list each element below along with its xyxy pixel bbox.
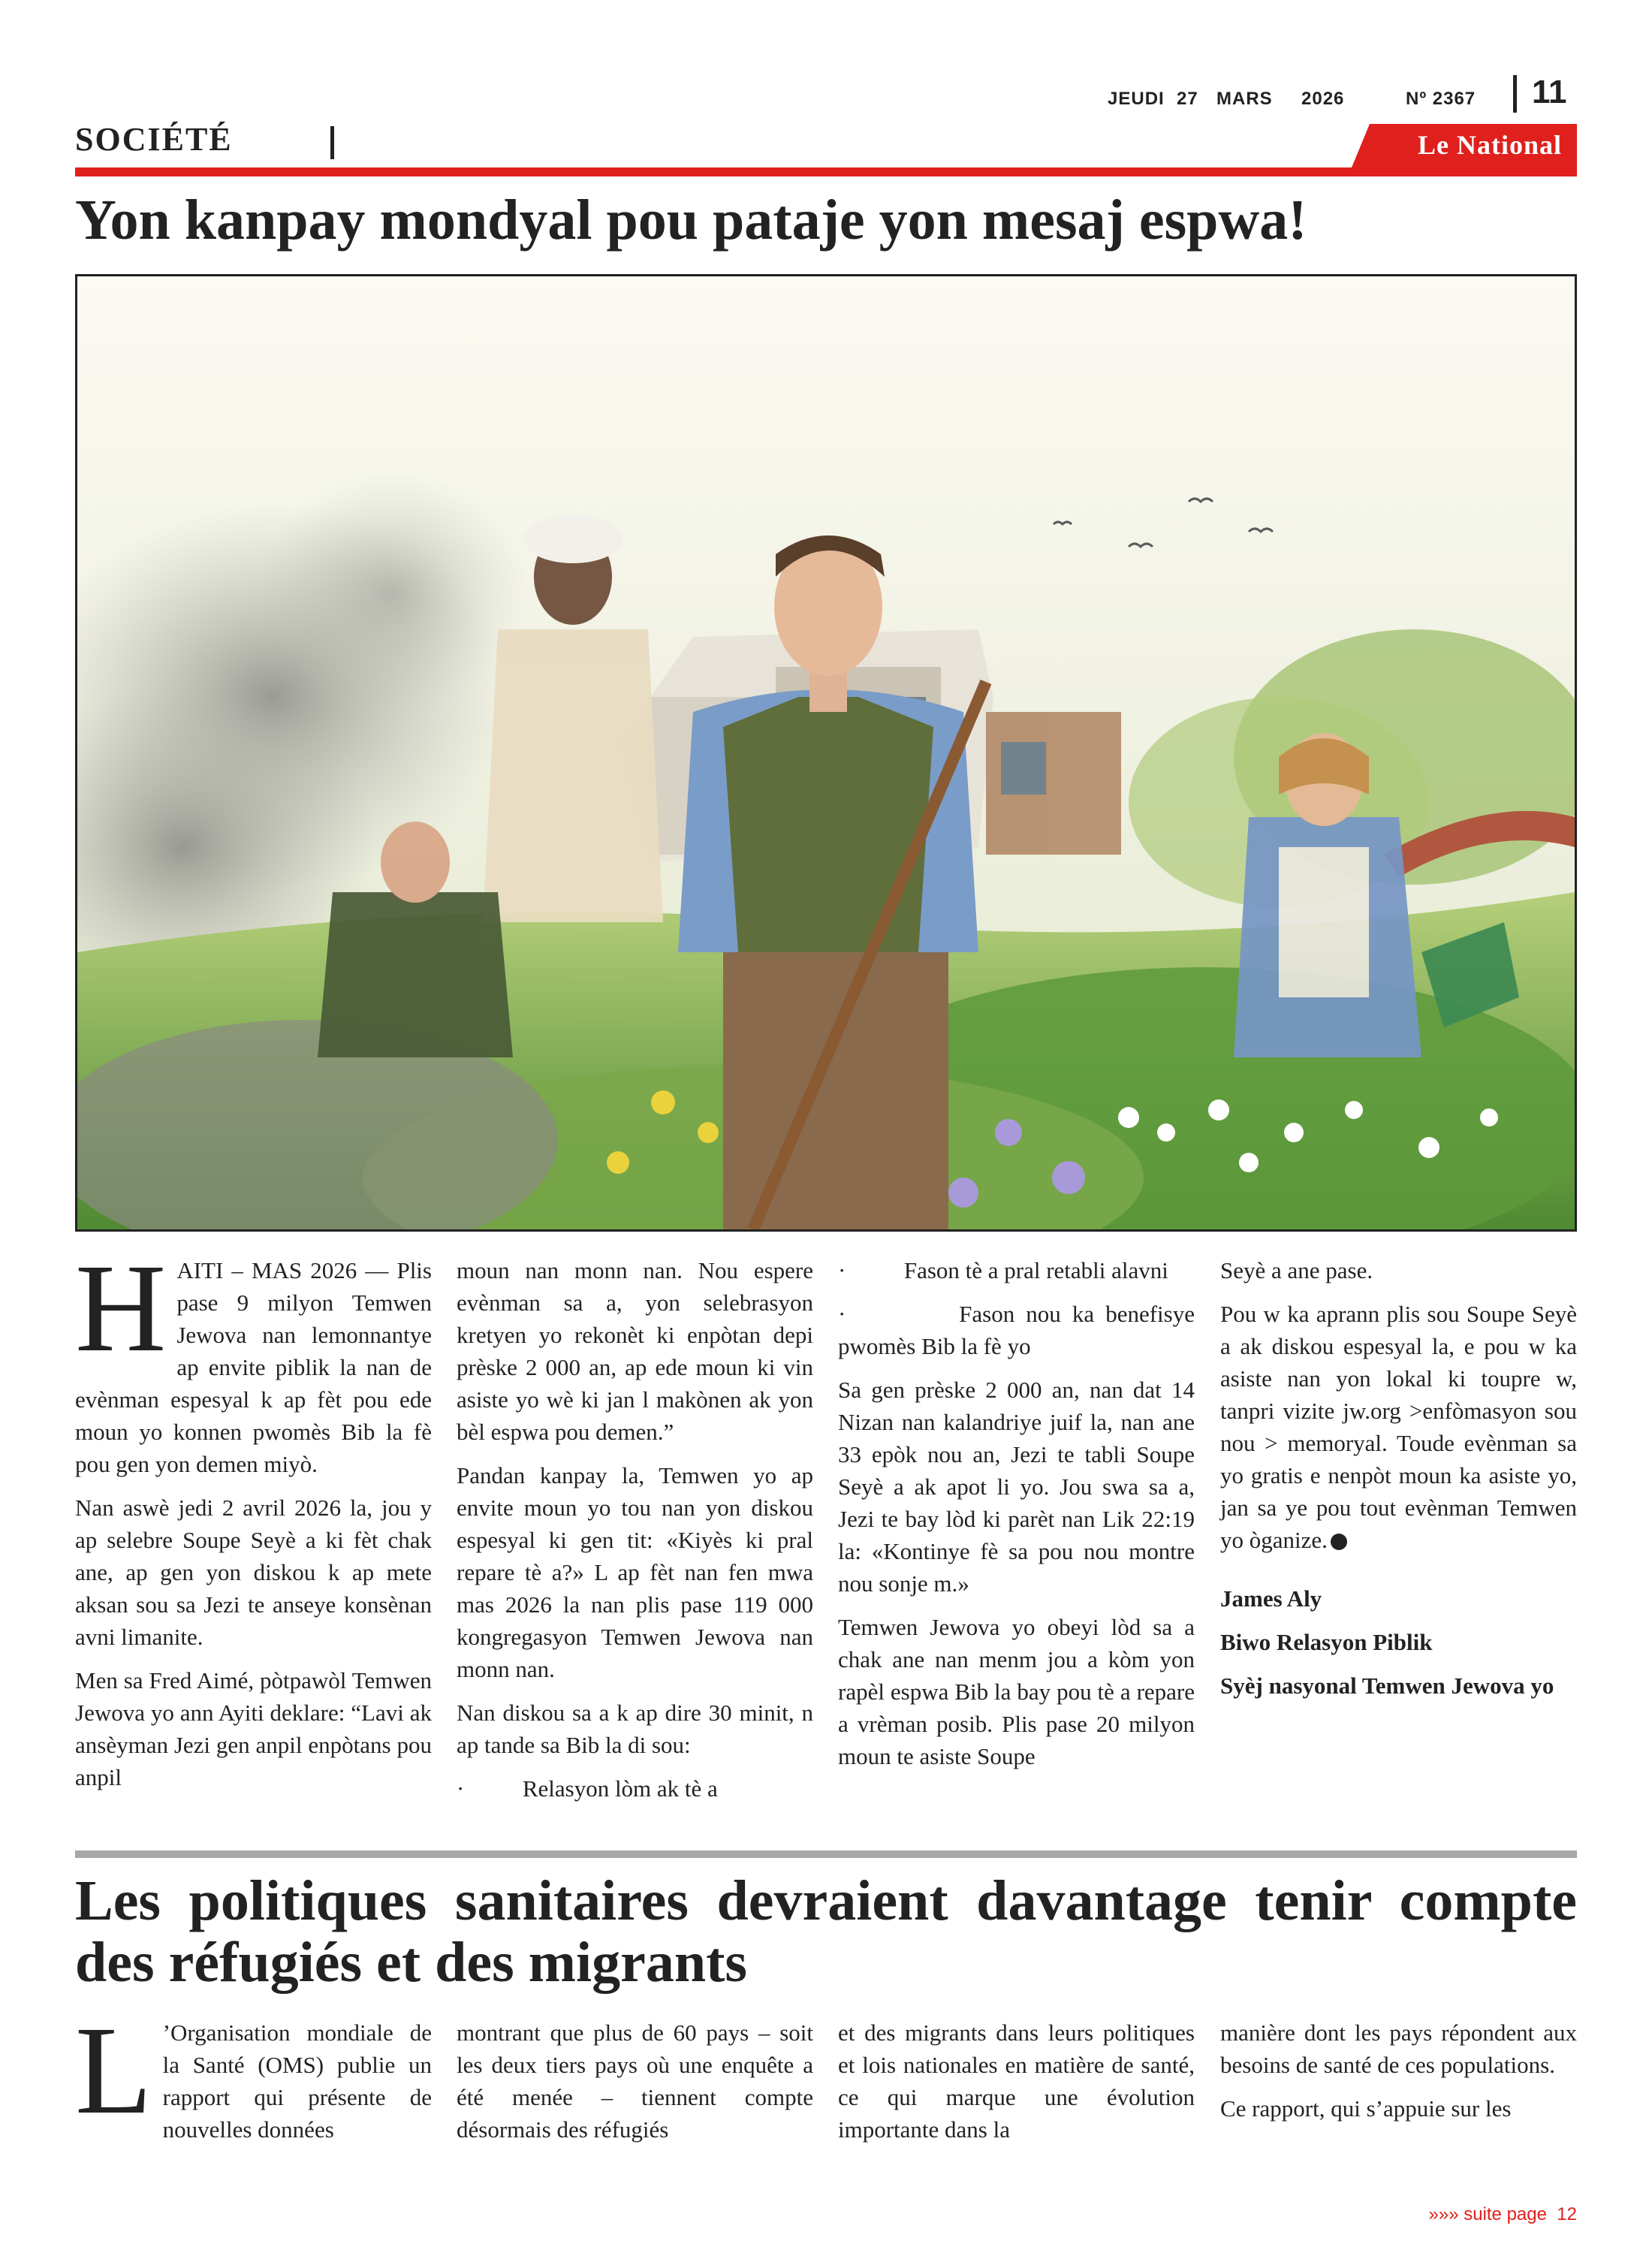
section-divider [330, 126, 334, 159]
lead-text: AITI – MAS 2026 — Plis pase 9 milyon Temwen Jewova nan lemonnantye ap envite piblik la nan de evènman espesyal k ap fèt pou ede moun yo konnen pwomès Bib la fè pou gen yon demen miyò. [75, 1257, 432, 1477]
publication-name: Le National [1417, 130, 1562, 160]
dateline-month: MARS [1216, 89, 1273, 109]
signature-name: James Aly [1220, 1585, 1322, 1612]
article-column-2 [457, 1254, 813, 1816]
header-rule [75, 167, 1577, 176]
article-paragraph: manière dont les pays répondent aux besoins de santé de ces populations. [1220, 2019, 1577, 2078]
closing-text: Pou w ka aprann plis sou Soupe Seyè a ak diskou espesyal la, e pou w ka asiste nan yon lokal ki toupre w, tanpri vizite jw.org >enfòmasyon sou nou > memoryal. Toude evènman sa yo gratis e nenpòt moun ka asiste yo, jan sa ye pou tout evènman Temwen yo òganize. [1220, 1301, 1577, 1553]
article-illustration [75, 274, 1577, 1232]
dateline-year: 2026 [1301, 89, 1345, 109]
drop-cap: L [75, 2001, 152, 2140]
article-paragraph: Pandan kanpay la, Temwen yo ap envite moun yo tou nan yon diskou espesyal ki gen tit: «Kiyès ki pral repare tè a?» L ap fèt nan fen mwa mas 2026 la nan plis pase 119 000 kongregasyon Temwen Jewova nan monn nan. [457, 1462, 813, 1682]
article-paragraph: Nan aswè jedi 2 avril 2026 la, jou y ap selebre Soupe Seyè a ki fèt chak ane, ap gen yon diskou k ap mete aksan sou sa Jezi te anseye konsènan avni limanite. [75, 1494, 432, 1650]
article-2-column-3 [838, 2016, 1195, 2157]
page-number: 11 [1532, 74, 1567, 110]
article-paragraph: montrant que plus de 60 pays – soit les deux tiers pays où une enquête a été menée – tiennent compte désormais des réfugiés [457, 2019, 813, 2143]
illustration-volunteers-garden-rebuilding [77, 276, 1575, 1229]
article-body [75, 1238, 1577, 1825]
article-paragraph [75, 1238, 432, 1480]
article-paragraph: Men sa Fred Aimé, pòtpawòl Temwen Jewova yo ann Ayiti deklare: “Lavi ak ansèyman Jezi gen anpil enpòtans pou anpil [75, 1667, 432, 1790]
article-paragraph: Sa gen prèske 2 000 an, nan dat 14 Nizan nan kalandriye juif la, nan ane 33 epòk nou an, Jezi te tabli Soupe Seyè a ak apot li yo. Jou swa sa a, Jezi te bay lòd ki parèt nan Lik 22:19 la: «Kontinye fè sa pou nou montre nou sonje m.» [838, 1377, 1195, 1597]
article-headline-2: Les politiques sanitaires devraient davantage tenir compte des réfugiés et des migrants [75, 1869, 1577, 1994]
article-column-1 [75, 1238, 432, 1805]
article-divider [75, 1850, 1577, 1858]
article-2-column-2 [457, 2016, 813, 2157]
article-body-2 [75, 2001, 1577, 2204]
article-paragraph: moun nan monn nan. Nou espere evènman sa a, yon selebrasyon kretyen yo rekonèt ki enpòtan depi prèske 2 000 an, ap ede moun ki vin asiste yo wè ki jan l makònen ak yon bèl espwa pou demen.” [457, 1257, 813, 1445]
article-paragraph: et des migrants dans leurs politiques et lois nationales en matière de santé, ce qui marque une évolution importante dans la [838, 2019, 1195, 2143]
end-mark-icon [1331, 1534, 1347, 1550]
article-2-column-4 [1220, 2016, 1577, 2136]
article-paragraph [1220, 1298, 1577, 1556]
section-label: SOCIÉTÉ [75, 121, 233, 158]
article-headline: Yon kanpay mondyal pou pataje yon mesaj espwa! [75, 189, 1307, 252]
continued-on-page-link[interactable]: »»» suite page 12 [1428, 2204, 1577, 2224]
drop-cap: H [75, 1238, 167, 1378]
signature-organization: Syèj nasyonal Temwen Jewova yo [1220, 1672, 1554, 1699]
article-column-4 [1220, 1254, 1577, 1713]
dateline-day: JEUDI [1108, 89, 1165, 109]
article-2-column-1 [75, 2001, 432, 2157]
article-paragraph: Ce rapport, qui s’appuie sur les [1220, 2095, 1512, 2122]
bullet-item: · Fason tè a pral retabli alavni [838, 1257, 1168, 1283]
article-column-3 [838, 1254, 1201, 1784]
bullet-item: · Fason nou ka benefisye pwomès Bib la fè yo [838, 1301, 1201, 1359]
article-paragraph: Nan diskou sa a k ap dire 30 minit, n ap tande sa Bib la di sou: [457, 1700, 813, 1758]
signature-office: Biwo Relasyon Piblik [1220, 1629, 1433, 1655]
lead-text: ’Organisation mondiale de la Santé (OMS) publie un rapport qui présente de nouvelles données [162, 2019, 432, 2143]
article-paragraph [75, 2001, 432, 2146]
dateline-date: 27 [1177, 89, 1198, 109]
masthead-dateline [0, 72, 1652, 117]
article-paragraph: Seyè a ane pase. [1220, 1257, 1373, 1283]
page-number-divider [1513, 75, 1517, 113]
article-paragraph: Temwen Jewova yo obeyi lòd sa a chak ane nan menm jou a kòm yon rapèl espwa Bib la bay pou tè a repare a vrèman posib. Plis pase 20 milyon moun te asiste Soupe [838, 1614, 1195, 1769]
bullet-item: · Relasyon lòm ak tè a [457, 1775, 718, 1802]
issue-number: Nº 2367 [1406, 89, 1476, 109]
